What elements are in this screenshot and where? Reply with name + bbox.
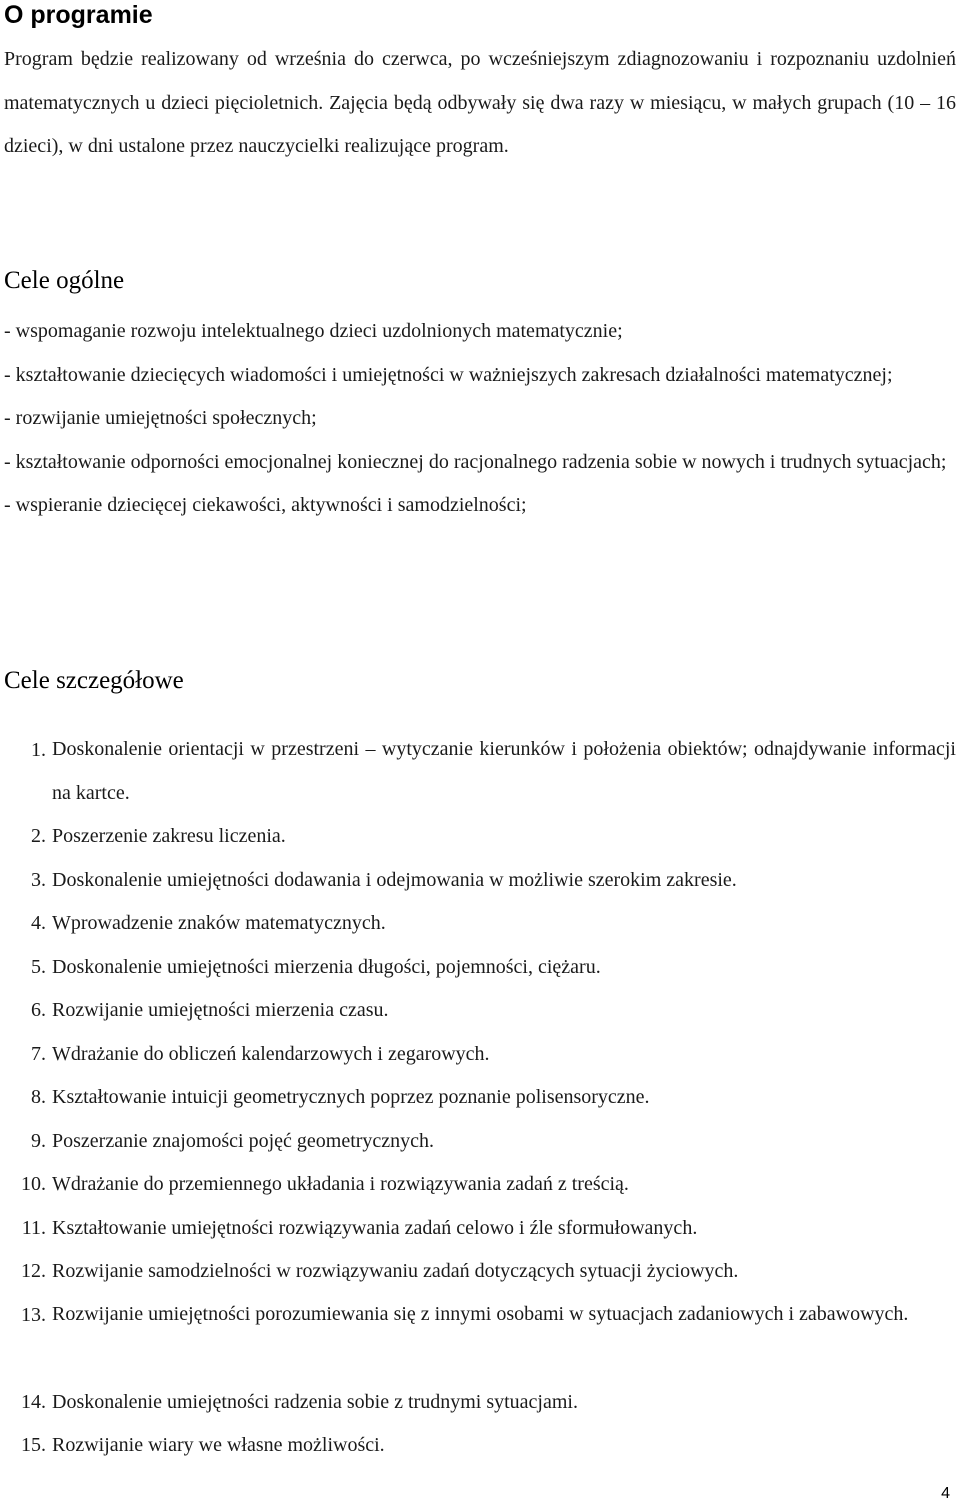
section-title-general-goals: Cele ogólne (4, 267, 125, 294)
specific-goal-number: 6. (31, 999, 46, 1021)
specific-goal-number: 1. (31, 739, 46, 761)
specific-goal-number: 9. (31, 1129, 46, 1152)
specific-goal-text: Rozwijanie umiejętności mierzenia czasu. (52, 999, 389, 1021)
specific-goal-text: Kształtowanie intuicji geometrycznych poprzez poznanie polisensoryczne. (52, 1086, 650, 1108)
general-goal-item: - kształtowanie odporności emocjonalnej koniecznej do racjonalnego radzenia sobie w nowych i trudnych sytuacjach; (4, 450, 947, 473)
specific-goal-number: 13. (21, 1303, 46, 1326)
specific-goal-text: Doskonalenie umiejętności mierzenia długości, pojemności, ciężaru. (52, 955, 601, 978)
specific-goal-number: 14. (21, 1390, 46, 1413)
general-goal-item: - wspomaganie rozwoju intelektualnego dzieci uzdolnionych matematycznie; (4, 320, 623, 342)
specific-goal-text: Kształtowanie umiejętności rozwiązywania zadań celowo i źle sformułowanych. (52, 1216, 698, 1239)
specific-goal-number: 8. (31, 1086, 46, 1108)
specific-goal-number: 4. (31, 912, 46, 934)
specific-goal-text: Wdrażanie do przemiennego układania i rozwiązywania zadań z treścią. (52, 1173, 629, 1195)
specific-goal-number: 11. (21, 1216, 46, 1239)
section-title-specific-goals: Cele szczegółowe (4, 667, 184, 694)
general-goals-list (4, 310, 956, 528)
specific-goal-number: 3. (31, 868, 46, 891)
specific-goal-text: Rozwijanie wiary we własne możliwości. (52, 1434, 385, 1456)
section-title-program: O programie (4, 1, 153, 29)
specific-goal-text: Doskonalenie umiejętności radzenia sobie z trudnymi sytuacjami. (52, 1390, 578, 1413)
specific-goal-text: Poszerzenie zakresu liczenia. (52, 825, 286, 847)
specific-goal-text: Rozwijanie umiejętności porozumiewania się z innymi osobami w sytuacjach zadaniowych i zabawowych. (52, 1302, 909, 1325)
specific-goal-number: 5. (31, 955, 46, 978)
specific-goal-number: 10. (21, 1173, 46, 1195)
specific-goal-text: Doskonalenie orientacji w przestrzeni – wytyczanie kierunków i położenia obiektów; odnajdywanie informacji na kartce. (52, 738, 956, 804)
specific-goal-number: 15. (21, 1434, 46, 1456)
specific-goal-text: Doskonalenie umiejętności dodawania i odejmowania w możliwie szerokim zakresie. (52, 868, 737, 891)
page-number: 4 (941, 1485, 950, 1502)
specific-goal-text: Wprowadzenie znaków matematycznych. (52, 912, 386, 934)
general-goal-item: - kształtowanie dziecięcych wiadomości i umiejętności w ważniejszych zakresach działalności matematycznej; (4, 363, 893, 386)
specific-goal-text: Rozwijanie samodzielności w rozwiązywaniu zadań dotyczących sytuacji życiowych. (52, 1260, 739, 1282)
specific-goal-number: 7. (31, 1042, 46, 1065)
specific-goal-number: 12. (21, 1260, 46, 1282)
specific-goal-text: Wdrażanie do obliczeń kalendarzowych i zegarowych. (52, 1042, 490, 1065)
program-description: Program będzie realizowany od września do czerwca, po wcześniejszym zdiagnozowaniu i rozpoznaniu uzdolnień matematycznych u dzieci pięcioletnich. Zajęcia będą odbywały się dwa razy w miesiącu, w małych grupach (10 – 16 dzieci), w dni ustalone przez nauczycielki realizujące program. (4, 48, 956, 158)
specific-goal-text: Poszerzanie znajomości pojęć geometrycznych. (52, 1129, 435, 1152)
specific-goal-number: 2. (31, 825, 46, 847)
general-goal-item: - wspieranie dziecięcej ciekawości, aktywności i samodzielności; (4, 494, 527, 517)
general-goal-item: - rozwijanie umiejętności społecznych; (4, 407, 317, 430)
